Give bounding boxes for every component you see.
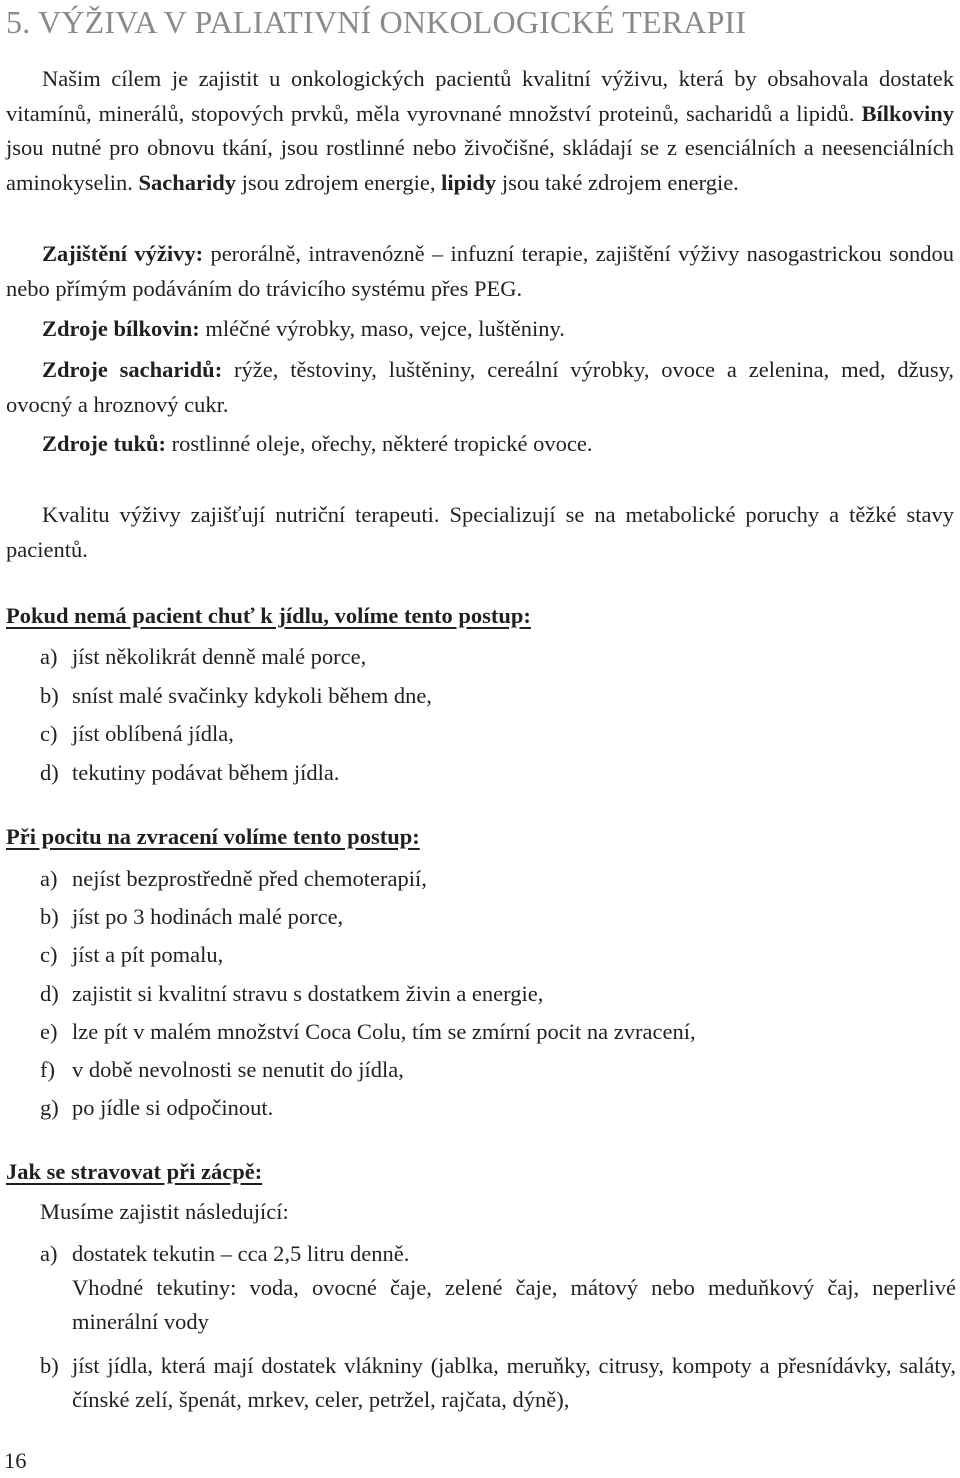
quality-text: Kvalitu výživy zajišťují nutriční terapeuti. Specializují se na metabolické poruchy a těžké stavy pacientů.	[6, 502, 954, 562]
constipation-list	[40, 1237, 956, 1417]
fat-sources-paragraph	[6, 427, 954, 462]
appetite-heading: Pokud nemá pacient chuť k jídlu, volíme tento postup:	[6, 603, 531, 628]
list-item-text: zajistit si kvalitní stravu s dostatkem živin a energie,	[72, 980, 544, 1006]
list-item	[40, 754, 954, 793]
list-marker: b)	[40, 1353, 59, 1378]
constipation-item-b-text: jíst jídla, která mají dostatek vlákniny (jablka, meruňky, citrusy, kompoty a přesnídávky, saláty, čínské zelí, špenát, mrkev, celer, petržel, rajčata, dýně),	[72, 1353, 956, 1412]
intro-text-1: Našim cílem je zajistit u onkologických pacientů kvalitní výživu, která by obsahovala dostatek vitamínů, minerálů, stopových prvků, měla vyrovnané množství proteinů, sacharidů a lipidů.	[6, 66, 954, 126]
list-marker: c)	[40, 721, 58, 746]
list-item-text: lze pít v malém množství Coca Colu, tím se zmírní pocit na zvracení,	[72, 1018, 696, 1044]
fat-sources-label: Zdroje tuků:	[42, 431, 166, 456]
list-item-text: po jídle si odpočinout.	[72, 1095, 274, 1121]
list-marker: b)	[40, 682, 59, 708]
intro-term-lipids: lipidy	[441, 169, 497, 195]
constipation-item-a-text: dostatek tekutin – cca 2,5 litru denně.	[72, 1241, 410, 1266]
carb-sources-paragraph	[6, 353, 954, 422]
appetite-list	[40, 638, 954, 792]
constipation-item-b	[40, 1349, 956, 1417]
list-item	[40, 677, 954, 716]
list-item-text: jíst oblíbená jídla,	[72, 721, 234, 746]
list-item	[40, 1013, 954, 1051]
list-marker: b)	[40, 904, 59, 930]
protein-sources-text: mléčné výrobky, maso, vejce, luštěniny.	[199, 316, 565, 341]
intro-term-proteins: Bílkoviny	[861, 100, 954, 126]
list-item	[40, 1089, 954, 1127]
nausea-list	[40, 860, 954, 1127]
list-item	[40, 715, 954, 754]
nutrition-access-label: Zajištění výživy:	[42, 241, 204, 266]
constipation-item-a	[40, 1237, 956, 1339]
list-marker: a)	[40, 1241, 58, 1266]
list-item	[40, 975, 954, 1013]
nutrition-access-paragraph	[6, 237, 954, 306]
list-marker: e)	[40, 1018, 58, 1044]
list-marker: c)	[40, 942, 58, 968]
fat-sources-text: rostlinné oleje, ořechy, některé tropické ovoce.	[165, 431, 593, 456]
protein-sources-paragraph	[6, 312, 954, 347]
quality-paragraph	[6, 498, 954, 567]
list-item-text: nejíst bezprostředně před chemoterapií,	[72, 866, 427, 891]
list-marker: a)	[40, 644, 58, 669]
list-item-text: jíst a pít pomalu,	[72, 942, 224, 968]
constipation-intro: Musíme zajistit následující:	[40, 1199, 289, 1224]
list-item-text: sníst malé svačinky kdykoli během dne,	[72, 682, 432, 708]
intro-text-4: jsou také zdrojem energie.	[496, 169, 739, 195]
nutrition-access-text: perorálně, intravenózně – infuzní terapie, zajištění výživy nasogastrickou sondou nebo přímým podáváním do trávicího systému přes PEG.	[6, 241, 954, 301]
intro-text-2: jsou nutné pro obnovu tkání, jsou rostlinné nebo živočišné, skládají se z esenciálních a neesenciálních aminokyselin.	[6, 135, 954, 195]
carb-sources-text: rýže, těstoviny, luštěniny, cereální výrobky, ovoce a zelenina, med, džusy, ovocný a hroznový cukr.	[6, 357, 955, 417]
intro-term-carbs: Sacharidy	[138, 169, 236, 195]
list-item	[40, 898, 954, 936]
list-item	[40, 860, 954, 898]
list-item-text: jíst po 3 hodinách malé porce,	[72, 904, 344, 930]
list-item-text: v době nevolnosti se nenutit do jídla,	[72, 1057, 404, 1083]
constipation-item-a-sub: Vhodné tekutiny: voda, ovocné čaje, zelené čaje, mátový nebo meduňkový čaj, neperlivé minerální vody	[72, 1275, 956, 1334]
list-marker: g)	[40, 1095, 59, 1121]
list-item	[40, 1051, 954, 1089]
list-marker: f)	[40, 1057, 55, 1083]
constipation-heading: Jak se stravovat při zácpě:	[6, 1159, 263, 1184]
intro-paragraph	[6, 62, 954, 200]
list-item-text: tekutiny podávat během jídla.	[72, 759, 340, 785]
list-marker: d)	[40, 980, 59, 1006]
nausea-heading: Při pocitu na zvracení volíme tento postup:	[6, 824, 420, 849]
list-item	[40, 638, 954, 677]
list-item-text: jíst několikrát denně malé porce,	[72, 644, 367, 669]
carb-sources-label: Zdroje sacharidů:	[42, 357, 223, 382]
intro-text-3: jsou zdrojem energie,	[236, 169, 442, 195]
list-item	[40, 936, 954, 974]
protein-sources-label: Zdroje bílkovin:	[42, 316, 200, 341]
list-marker: d)	[40, 759, 59, 785]
chapter-title: 5. VÝŽIVA V PALIATIVNÍ ONKOLOGICKÉ TERAPII	[6, 4, 747, 40]
list-marker: a)	[40, 866, 58, 891]
page-number: 16	[4, 1448, 27, 1473]
